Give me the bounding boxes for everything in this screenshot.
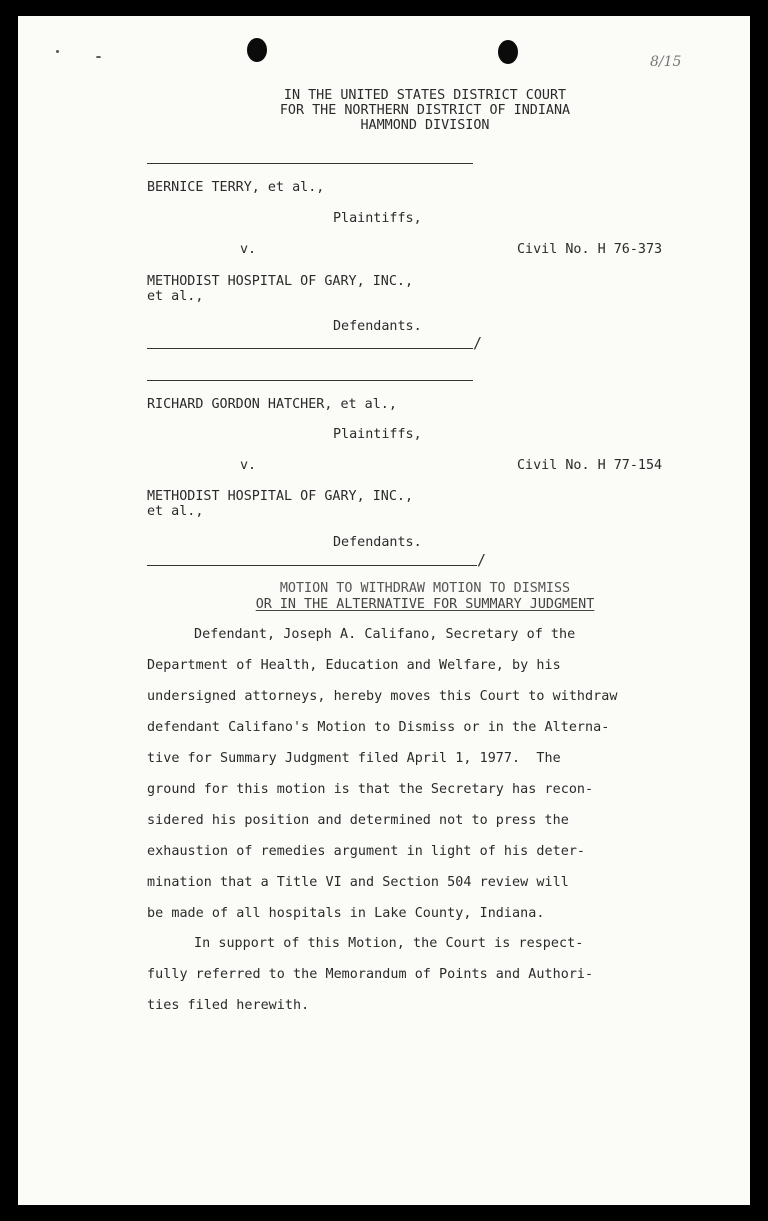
case1-plaintiffs-label: Plaintiffs, <box>333 211 422 226</box>
case2-civil-number: Civil No. H 77-154 <box>517 458 663 473</box>
scan-speck <box>96 56 101 58</box>
caption-slash: / <box>473 334 483 352</box>
body-line: mination that a Title VI and Section 504 review will <box>147 875 569 890</box>
body-line: ground for this motion is that the Secretary has recon- <box>147 782 594 797</box>
caption-rule <box>147 380 473 381</box>
caption-rule <box>147 163 473 164</box>
body-line: ties filed herewith. <box>147 998 310 1013</box>
body-line: Defendant, Joseph A. Califano, Secretary of the <box>194 627 576 642</box>
case2-plaintiff: RICHARD GORDON HATCHER, et al., <box>147 397 397 412</box>
punch-hole-right <box>498 40 518 64</box>
handwritten-note: 8/15 <box>650 54 682 70</box>
punch-hole-left <box>247 38 267 62</box>
case2-defendants-label: Defendants. <box>333 535 422 550</box>
case1-defendant-line2: et al., <box>147 289 204 304</box>
body-line: sidered his position and determined not to press the <box>147 813 569 828</box>
case2-defendant-line1: METHODIST HOSPITAL OF GARY, INC., <box>147 489 414 504</box>
body-line: In support of this Motion, the Court is respect- <box>194 936 584 951</box>
caption-rule <box>147 565 477 566</box>
motion-title-line2: OR IN THE ALTERNATIVE FOR SUMMARY JUDGMENT <box>255 597 595 612</box>
case2-defendant-line2: et al., <box>147 504 204 519</box>
case1-versus: v. <box>240 242 257 257</box>
body-line: fully referred to the Memorandum of Points and Authori- <box>147 967 594 982</box>
body-line: tive for Summary Judgment filed April 1, 1977. The <box>147 751 561 766</box>
case1-plaintiff: BERNICE TERRY, et al., <box>147 180 325 195</box>
case1-defendant-line1: METHODIST HOSPITAL OF GARY, INC., <box>147 274 414 289</box>
court-heading-line2: FOR THE NORTHERN DISTRICT OF INDIANA <box>279 103 571 118</box>
court-heading-line3: HAMMOND DIVISION <box>360 118 490 133</box>
body-line: defendant Califano's Motion to Dismiss or in the Alterna- <box>147 720 610 735</box>
scan-speck <box>56 50 59 53</box>
body-line: Department of Health, Education and Welfare, by his <box>147 658 561 673</box>
case2-versus: v. <box>240 458 257 473</box>
case1-defendants-label: Defendants. <box>333 319 422 334</box>
case2-plaintiffs-label: Plaintiffs, <box>333 427 422 442</box>
body-line: exhaustion of remedies argument in light of his deter- <box>147 844 586 859</box>
motion-title-line1: MOTION TO WITHDRAW MOTION TO DISMISS <box>279 581 571 596</box>
court-heading-line1: IN THE UNITED STATES DISTRICT COURT <box>283 88 567 103</box>
caption-rule <box>147 348 473 349</box>
case1-civil-number: Civil No. H 76-373 <box>517 242 663 257</box>
body-line: undersigned attorneys, hereby moves this Court to withdraw <box>147 689 618 704</box>
body-line: be made of all hospitals in Lake County, Indiana. <box>147 906 545 921</box>
caption-slash: / <box>477 551 487 569</box>
document-page <box>18 16 750 1205</box>
